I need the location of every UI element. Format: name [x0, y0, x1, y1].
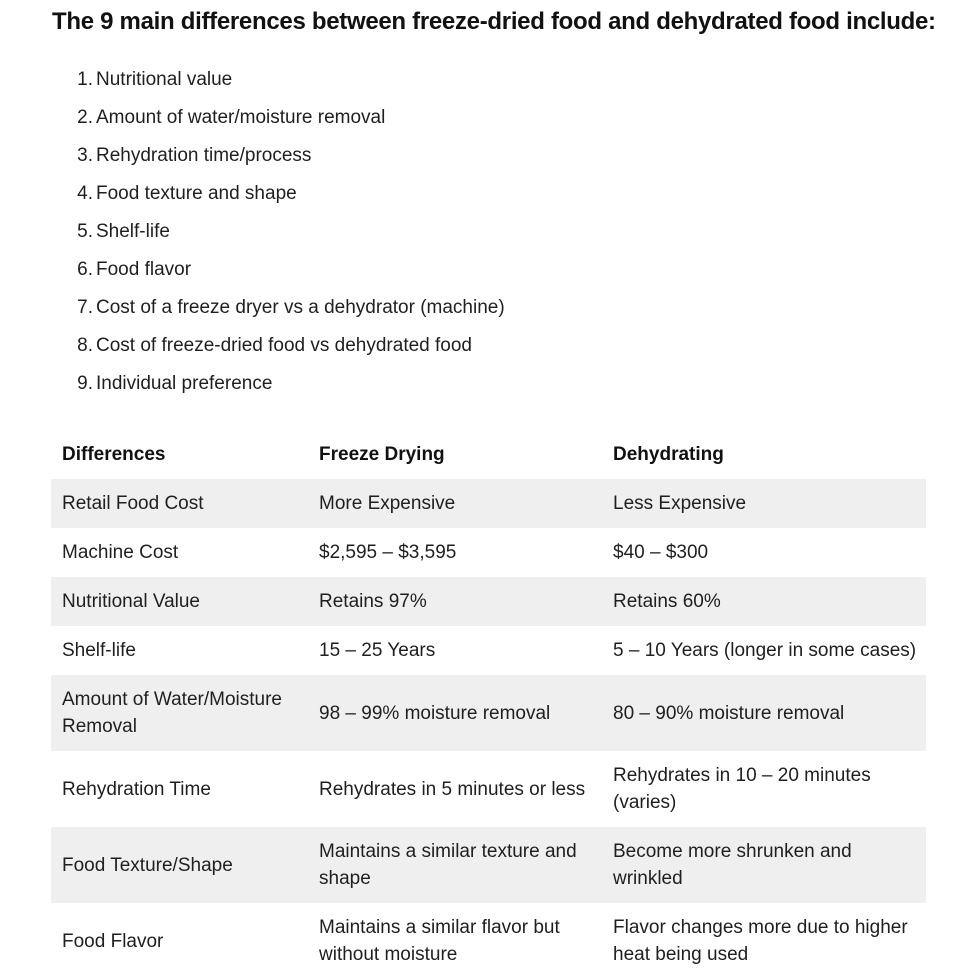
list-item-text: Shelf-life — [96, 221, 170, 242]
dehydrating-cell: Retains 60% — [602, 577, 926, 626]
list-item-number: 8. — [77, 335, 93, 356]
list-item — [77, 62, 505, 100]
freeze-drying-cell: 15 – 25 Years — [319, 640, 436, 661]
table-row — [51, 479, 926, 528]
dehydrating-cell: 80 – 90% moisture removal — [602, 675, 926, 751]
freeze-drying-cell: More Expensive — [308, 479, 602, 528]
list-item-number: 6. — [77, 259, 93, 280]
table-header-row — [51, 430, 926, 479]
table-row — [51, 528, 926, 577]
table-row — [51, 751, 926, 827]
freeze-drying-cell: Retains 97% — [308, 577, 602, 626]
row-label: Rehydration Time — [62, 778, 211, 800]
freeze-drying-cell: $2,595 – $3,595 — [319, 542, 457, 563]
header-dehydrating: Dehydrating — [613, 444, 724, 465]
dehydrating-cell: 5 – 10 Years (longer in some cases) — [613, 640, 917, 661]
list-item — [77, 176, 505, 214]
row-label: Machine Cost — [62, 542, 179, 563]
list-item-text: Cost of freeze-dried food vs dehydrated food — [96, 335, 473, 356]
differences-list — [77, 62, 505, 404]
list-item — [77, 100, 505, 138]
table-row — [51, 626, 926, 675]
list-item-text: Cost of a freeze dryer vs a dehydrator (machine) — [96, 297, 505, 318]
list-item-number: 9. — [77, 373, 93, 394]
list-item — [77, 290, 505, 328]
list-item — [77, 214, 505, 252]
freeze-drying-cell: 98 – 99% moisture removal — [308, 675, 602, 751]
list-item — [77, 328, 505, 366]
list-item-text: Amount of water/moisture removal — [96, 107, 386, 128]
list-item-number: 4. — [77, 183, 93, 204]
header-differences: Differences — [62, 444, 166, 465]
row-label: Retail Food Cost — [51, 479, 308, 528]
row-label: Nutritional Value — [51, 577, 308, 626]
list-item-text: Rehydration time/process — [96, 145, 312, 166]
list-item-text: Food flavor — [96, 259, 192, 280]
row-label: Food Texture/Shape — [51, 827, 308, 903]
dehydrating-cell: $40 – $300 — [613, 542, 709, 563]
list-item — [77, 366, 505, 404]
header-freeze-drying: Freeze Drying — [319, 444, 445, 465]
freeze-drying-cell: Maintains a similar texture and shape — [308, 827, 602, 903]
list-item-number: 7. — [77, 297, 93, 318]
list-item-number: 1. — [77, 69, 93, 90]
list-item-text: Individual preference — [96, 373, 273, 394]
list-item — [77, 252, 505, 290]
dehydrating-cell: Rehydrates in 10 – 20 minutes (varies) — [613, 765, 871, 813]
comparison-table — [51, 430, 926, 979]
dehydrating-cell: Become more shrunken and wrinkled — [602, 827, 926, 903]
freeze-drying-cell: Rehydrates in 5 minutes or less — [319, 778, 586, 800]
table-row — [51, 903, 926, 979]
list-item-number: 2. — [77, 107, 93, 128]
list-item-number: 3. — [77, 145, 93, 166]
list-item — [77, 138, 505, 176]
table-row — [51, 827, 926, 903]
freeze-drying-cell: Maintains a similar flavor but without moisture — [319, 917, 560, 965]
row-label: Shelf-life — [62, 640, 136, 661]
table-row — [51, 675, 926, 751]
list-item-text: Food texture and shape — [96, 183, 297, 204]
row-label: Food Flavor — [62, 930, 164, 952]
list-item-text: Nutritional value — [96, 69, 233, 90]
dehydrating-cell: Less Expensive — [602, 479, 926, 528]
section-heading: The 9 main differences between freeze-dried food and dehydrated food include: — [52, 8, 936, 35]
table-row — [51, 577, 926, 626]
row-label: Amount of Water/Moisture Removal — [51, 675, 308, 751]
list-item-number: 5. — [77, 221, 93, 242]
dehydrating-cell: Flavor changes more due to higher heat being used — [613, 917, 908, 965]
